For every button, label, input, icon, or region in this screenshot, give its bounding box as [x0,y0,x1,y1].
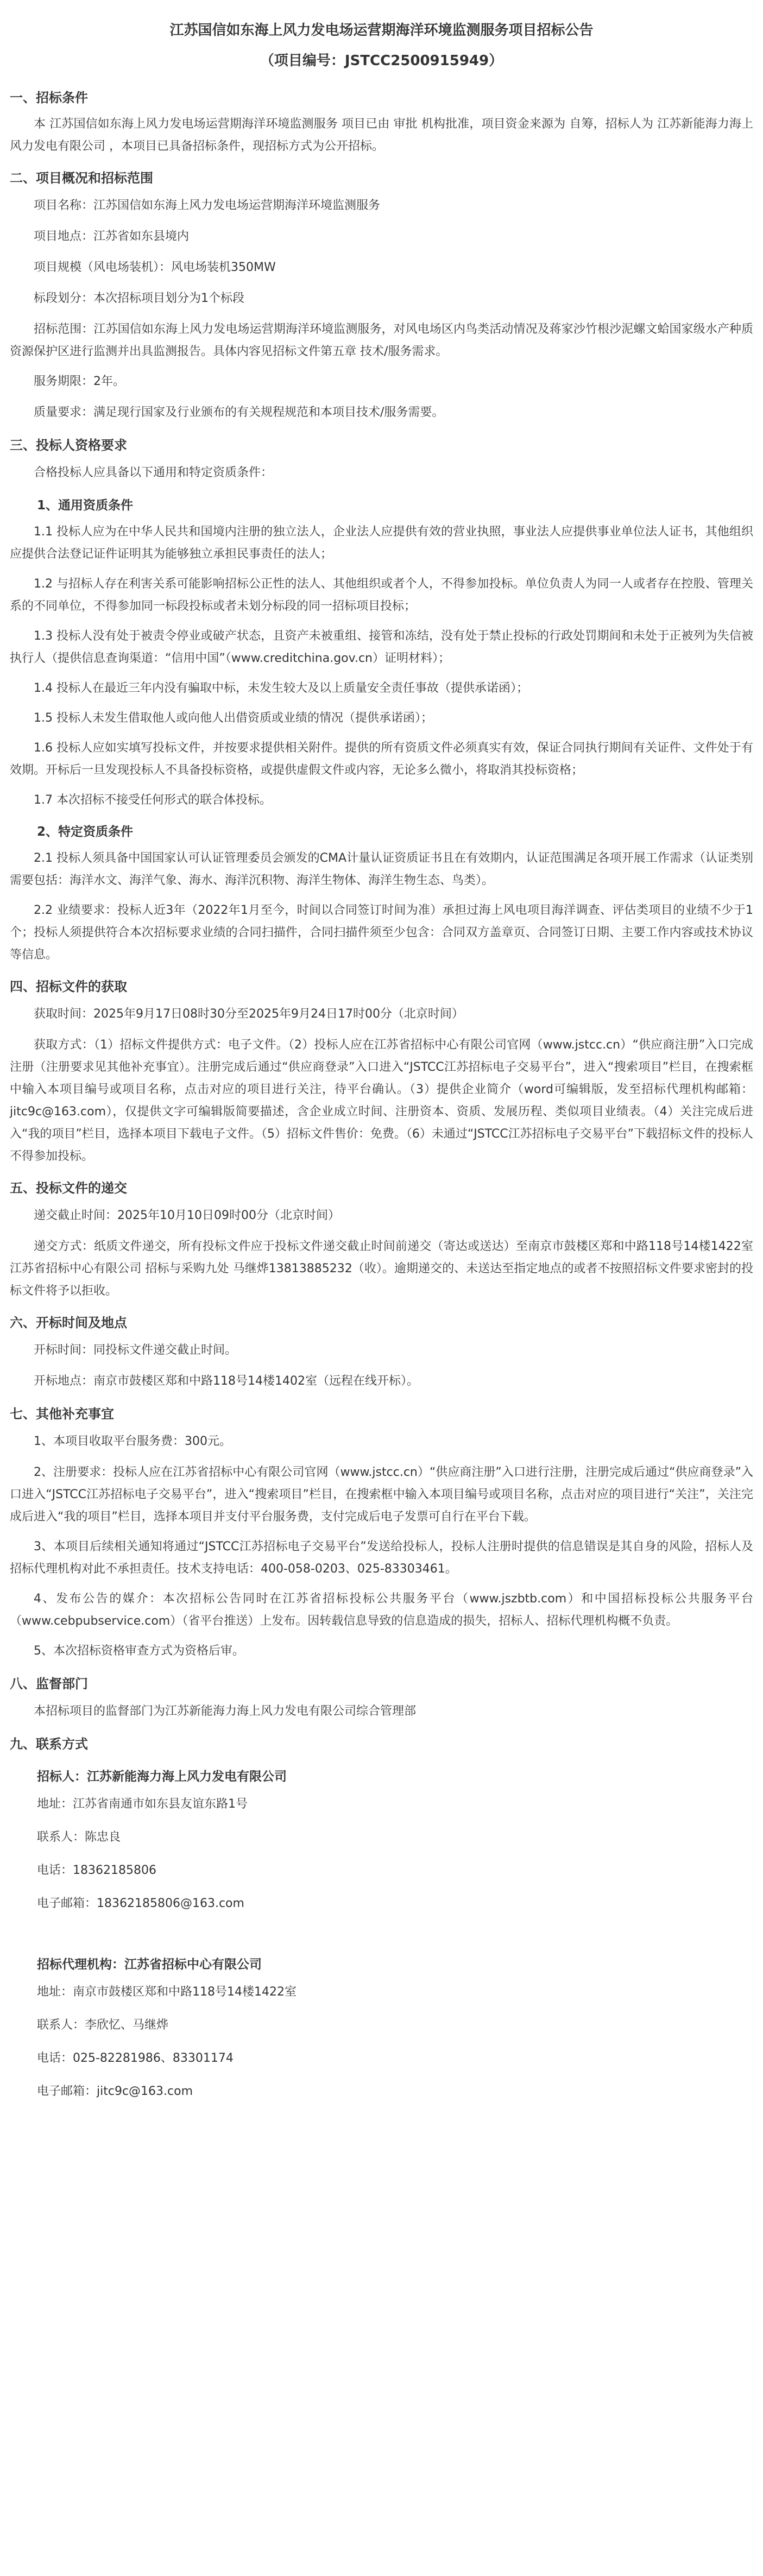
agency-contact-block [10,1953,753,2103]
qualification-item: 1.4 投标人在最近三年内没有骗取中标，未发生较大及以上质量安全责任事故（提供承诺函）； [34,681,528,695]
lot-division: 标段划分：本次招标项目划分为1个标段 [34,292,244,305]
tender-scope: 招标范围：江苏国信如东海上风力发电场运营期海洋环境监测服务，对风电场区内鸟类活动情况及蒋家沙竹根沙泥螺文蛤国家级水产种质资源保护区进行监测并出具监测报告。具体内容见招标文件第五章 技术/服务需求。 [10,323,753,358]
paragraph: 本 江苏国信如东海上风力发电场运营期海洋环境监测服务 项目已由 审批 机构批准，项目资金来源为 自筹，招标人为 江苏新能海力海上风力发电有限公司 ，本项目已具备招标条件，现招标方式为公开招标。 [10,117,753,153]
agency-address: 地址：南京市鼓楼区郑和中路118号14楼1422室 [37,1985,297,1999]
tenderer-email: 电子邮箱：18362185806@163.com [37,1897,244,1910]
obtain-time: 获取时间：2025年9月17日08时30分至2025年9月24日17时00分（北京时间） [34,1007,464,1021]
tenderer-contact-block [10,1765,753,1915]
qualification-item: 1.7 本次招标不接受任何形式的联合体投标。 [34,793,272,807]
section-heading-project-overview: 二、项目概况和招标范围 [10,171,153,186]
section-heading-tender-conditions: 一、招标条件 [10,90,88,105]
opening-place: 开标地点：南京市鼓楼区郑和中路118号14楼1402室（远程在线开标）。 [34,1374,419,1388]
project-name: 项目名称：江苏国信如东海上风力发电场运营期海洋环境监测服务 [34,199,381,212]
opening-time: 开标时间：同投标文件递交截止时间。 [34,1343,237,1357]
qualification-item: 2.2 业绩要求：投标人近3年（2022年1月至今，时间以合同签订时间为准）承担过海上风电项目海洋调查、评估类项目的业绩不少于1个；投标人须提供符合本次招标要求业绩的合同扫描件，合同扫描件须至少包含：合同双方盖章页、合同签订日期、主要工作内容或技术协议等信息。 [10,904,753,962]
tenderer-address: 地址：江苏省南通市如东县友谊东路1号 [37,1797,248,1811]
section-heading-submission: 五、投标文件的递交 [10,1180,127,1196]
qualification-item: 1.1 投标人应为在中华人民共和国境内注册的独立法人，企业法人应提供有效的营业执照，事业法人应提供事业单位法人证书，其他组织应提供合法登记证件证明其为能够独立承担民事责任的法人； [10,525,753,561]
service-period: 服务期限：2年。 [34,375,125,388]
page-title: 江苏国信如东海上风力发电场运营期海洋环境监测服务项目招标公告 [169,22,594,39]
other-item: 2、注册要求：投标人应在江苏省招标中心有限公司官网（www.jstcc.cn）“供应商注册”入口进行注册，注册完成后通过“供应商登录”入口进入“JSTCC江苏招标电子交易平台”，进入“搜索项目”栏目，在搜索框中输入本项目编号或项目名称，点击对应的项目进行“关注”，关注完成后进入“我的项目”栏目，选择本项目并支付平台服务费，支付完成后电子发票可自行在平台下载。 [10,1466,753,1524]
agency-contact-person: 联系人：李欣忆、马继烨 [37,2018,169,2032]
section-heading-obtain-documents: 四、招标文件的获取 [10,979,127,994]
spacer [10,1925,753,1945]
tenderer-name: 招标人：江苏新能海力海上风力发电有限公司 [37,1770,287,1784]
agency-email: 电子邮箱：jitc9c@163.com [37,2085,193,2098]
project-location: 项目地点：江苏省如东县境内 [34,230,190,243]
project-number: （项目编号：JSTCC2500915949） [260,53,503,69]
submission-method: 递交方式：纸质文件递交，所有投标文件应于投标文件递交截止时间前递交（寄达或送达）至南京市鼓楼区郑和中路118号14楼1422室 江苏省招标中心有限公司 招标与采购九处 马继烨13813885232（收）。逾期递交的、未送达至指定地点的或者不按照招标文件要求密封的投标文件将予以拒收。 [10,1240,753,1298]
section-heading-bidder-qualification: 三、投标人资格要求 [10,438,127,453]
qualification-item: 1.6 投标人应如实填写投标文件，并按要求提供相关附件。提供的所有资质文件必须真实有效，保证合同执行期间有关证件、文件处于有效期。开标后一旦发现投标人不具备投标资格，或提供虚假文件或内容，无论多么微小，将取消其投标资格； [10,741,753,777]
tenderer-contact-person: 联系人：陈忠良 [37,1830,121,1844]
quality-requirement: 质量要求：满足现行国家及行业颁布的有关规程规范和本项目技术/服务需要。 [34,406,444,419]
section-heading-supervision: 八、监督部门 [10,1676,88,1691]
agency-phone: 电话：025-82281986、83301174 [37,2051,234,2065]
qualification-item: 1.2 与招标人存在利害关系可能影响招标公正性的法人、其他组织或者个人，不得参加投标。单位负责人为同一人或者存在控股、管理关系的不同单位，不得参加同一标段投标或者未划分标段的同一招标项目投标； [10,577,753,613]
tenderer-phone: 电话：18362185806 [37,1864,156,1877]
other-item: 1、本项目收取平台服务费：300元。 [34,1435,231,1448]
other-item: 4、发布公告的媒介：本次招标公告同时在江苏省招标投标公共服务平台（www.jszbtb.com）和中国招标投标公共服务平台（www.cebpubservice.com）（省平台推送）上发布。因转载信息导致的信息造成的损失，招标人、招标代理机构概不负责。 [10,1592,753,1628]
other-item: 5、本次招标资格审查方式为资格后审。 [34,1644,244,1658]
qualification-item: 1.3 投标人没有处于被责令停业或破产状态，且资产未被重组、接管和冻结，没有处于禁止投标的行政处罚期间和未处于正被列为失信被执行人（提供信息查询渠道：“信用中国”（www.creditchina.gov.cn）证明材料）； [10,629,753,665]
obtain-method: 获取方式：（1）招标文件提供方式：电子文件。（2）投标人应在江苏省招标中心有限公司官网（www.jstcc.cn）“供应商注册”入口完成注册（注册要求见其他补充事宜）。注册完成后通过“供应商登录”入口进入“JSTCC江苏招标电子交易平台”，进入“搜索项目”栏目，在搜索框中输入本项目编号或项目名称，点击对应的项目进行关注，待平台确认。（3）提供企业简介（word可编辑版，发至招标代理机构邮箱：jitc9c@163.com），仅提供文字可编辑版简要描述，含企业成立时间、注册资本、资质、发展历程、类似项目业绩表。（4）关注完成后进入“我的项目”栏目，选择本项目下载电子文件。（5）招标文件售价：免费。（6）未通过“JSTCC江苏招标电子交易平台”下载招标文件的投标人不得参加投标。 [10,1038,753,1163]
qualification-item: 1.5 投标人未发生借取他人或向他人出借资质或业绩的情况（提供承诺函）； [34,711,433,725]
section-heading-bid-opening: 六、开标时间及地点 [10,1315,127,1330]
qualification-intro: 合格投标人应具备以下通用和特定资质条件： [34,466,273,479]
other-item: 3、本项目后续相关通知将通过“JSTCC江苏招标电子交易平台”发送给投标人，投标人注册时提供的信息错误是其自身的风险，招标人及招标代理机构对此不承担责任。技术支持电话：400-058-0203、025-83303461。 [10,1540,753,1576]
agency-name: 招标代理机构：江苏省招标中心有限公司 [37,1958,262,1972]
project-scale: 项目规模（风电场装机）：风电场装机350MW [34,261,276,274]
section-heading-other-matters: 七、其他补充事宜 [10,1406,114,1422]
submission-deadline: 递交截止时间：2025年10月10日09时00分（北京时间） [34,1209,340,1222]
subheading-special-qualification: 2、特定资质条件 [37,825,134,839]
supervision-text: 本招标项目的监督部门为江苏新能海力海上风力发电有限公司综合管理部 [34,1704,417,1718]
qualification-item: 2.1 投标人须具备中国国家认可认证管理委员会颁发的CMA计量认证资质证书且在有效期内，认证范围满足各项开展工作需求（认证类别需要包括：海洋水文、海洋气象、海水、海洋沉积物、海洋生物体、海洋生物生态、鸟类）。 [10,851,753,887]
subheading-general-qualification: 1、通用资质条件 [37,498,134,513]
section-heading-contact: 九、联系方式 [10,1737,88,1752]
